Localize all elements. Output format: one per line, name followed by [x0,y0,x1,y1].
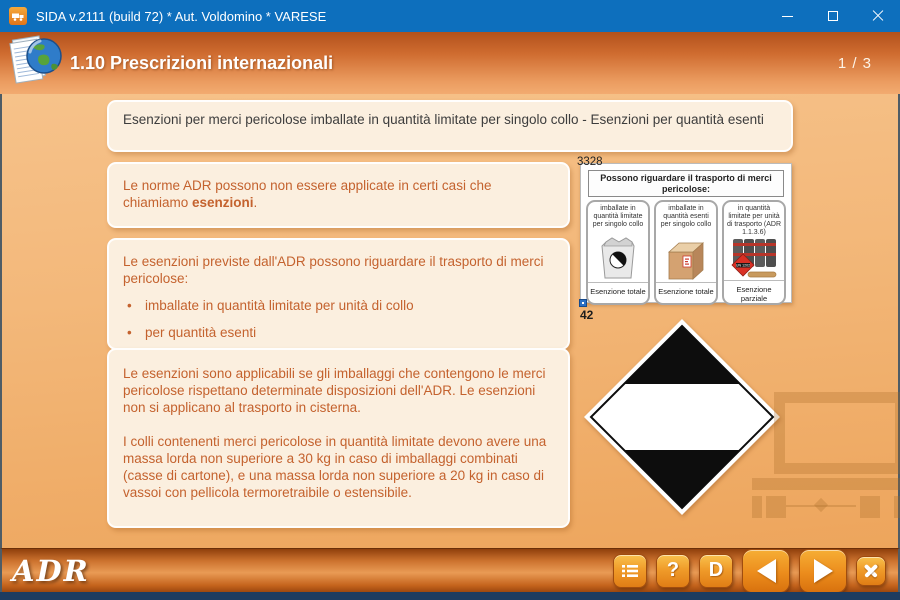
lesson-header [0,32,900,94]
image-info-icon[interactable] [579,299,587,307]
text: . [253,195,258,210]
option-card-3 [722,200,786,305]
help-label: ? [666,559,680,581]
text-box-1 [107,162,570,228]
bullet-text: imballate in quantità limitate per unità di collo [145,298,414,313]
window-title: SIDA v.2111 (build 72) * Aut. Voldomino * VARESE [36,8,327,24]
tv-watermark-plug [814,498,828,512]
option-card-2 [654,200,718,305]
titlebar[interactable] [0,0,900,32]
bold-text: esenzioni [192,195,254,210]
minimize-icon [782,16,793,17]
dictionary-button[interactable] [699,554,733,588]
drums-un-placard-image [728,236,780,280]
footer-buttons [613,549,886,593]
bullet-text: per quantità esenti [145,325,257,340]
maximize-button[interactable] [810,0,855,32]
adr-brand-label: ADR [12,553,90,588]
truck-icon [11,9,25,23]
tv-watermark-screen [774,392,900,474]
option-caption: Esenzione totale [588,282,648,299]
option-label: imballate in quantità limitate per singolo collo [592,205,644,228]
tv-watermark-block [752,496,762,518]
placard-number: 42 [580,308,594,322]
minimize-button[interactable] [765,0,810,32]
text: Le norme ADR possono non essere applicate in certi casi che chiamiamo [123,178,492,210]
bag-with-lq-mark-image [592,236,644,282]
exit-button[interactable] [856,556,886,586]
footer-bar [0,548,900,592]
previous-page-button[interactable] [742,549,790,593]
close-icon [872,10,884,22]
option-label: in quantità limitate per unità di trasporto (ADR 1.1.3.6) [726,205,782,236]
question-text: Possono riguardare il trasporto di merci pericolose: [588,170,784,197]
list-icon [621,563,639,579]
tv-watermark-block [766,496,786,518]
exit-close-icon [864,564,878,578]
cardboard-box-image [660,236,712,282]
list-item [123,324,554,341]
svg-text:UN 1202: UN 1202 [735,263,751,268]
text-box-3 [107,348,570,528]
option-caption: Esenzione parziale [724,280,784,305]
question-image-card[interactable] [580,163,792,303]
maximize-icon [828,11,838,21]
forward-icon [814,559,833,583]
option-card-1 [586,200,650,305]
truck-app-icon [9,7,27,25]
bullet-icon: • [127,325,132,340]
paragraph: I colli contenenti merci pericolose in quantità limitate devono avere una massa lorda non superiore a 30 kg in caso di imballaggi combinati (casse di cartone), e una massa lorda non superiore a 20 kg in caso di vassoi con pellicola termoretraibile o estensibile. [123,434,547,500]
question-options [586,200,786,305]
next-page-button[interactable] [799,549,847,593]
lesson-subtitle: Esenzioni per merci pericolose imballate in quantità limitate per singolo collo - Esenzioni per quantità esenti [107,100,793,152]
tv-watermark-shelf [752,478,900,490]
paragraph: Le esenzioni sono applicabili se gli imballaggi che contengono le merci pericolose rispettano determinate disposizioni dell'ADR. Le esenzioni non si applicano al trasporto in cisterna. [123,366,546,415]
d-label: D [708,559,724,581]
text-box-2 [107,238,570,350]
window-controls [765,0,900,32]
option-label: imballate in quantità esenti per singolo collo [660,205,712,228]
page-title: 1.10 Prescrizioni internazionali [70,52,334,73]
close-window-button[interactable] [855,0,900,32]
question-number: 3328 [577,156,603,168]
page-indicator: 1 / 3 [837,54,872,72]
help-button[interactable] [656,554,690,588]
bottom-edge-strip [0,592,900,600]
papers-globe-icon [6,34,64,95]
bullet-icon: • [127,298,132,313]
box2-intro: Le esenzioni previste dall'ADR possono riguardare il trasporto di merci pericolose: [123,254,544,286]
main-content [0,94,900,548]
index-menu-button[interactable] [613,554,647,588]
option-caption: Esenzione totale [656,282,716,299]
tv-watermark-block [860,496,880,518]
list-item [123,297,554,314]
tv-watermark-block [894,496,900,518]
back-icon [757,559,776,583]
